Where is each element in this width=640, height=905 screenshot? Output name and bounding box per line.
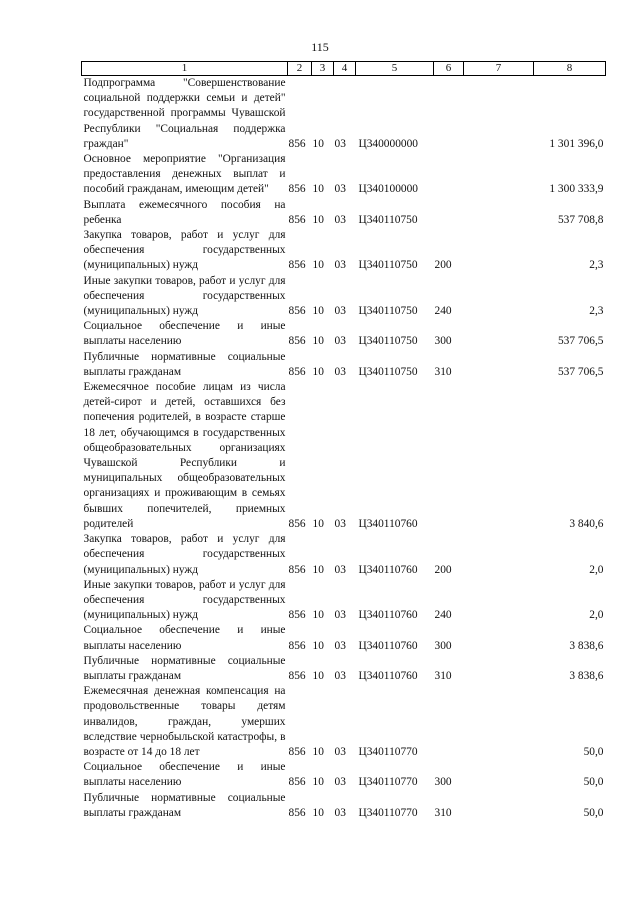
table-row [82, 274, 606, 320]
cell-subsection: 03 [334, 609, 346, 622]
cell-admin-code: 856 [288, 745, 306, 758]
table-header-row [82, 62, 606, 76]
cell-admin-code: 856 [288, 639, 306, 652]
cell-subsection: 03 [334, 776, 346, 789]
cell-amount: 2,3 [589, 259, 604, 272]
cell-target-article: Ц340110750 [358, 335, 418, 348]
budget-table [81, 61, 606, 821]
table-row [82, 152, 606, 198]
cell-section: 10 [312, 563, 324, 576]
cell-admin-code: 856 [288, 776, 306, 789]
cell-admin-code: 856 [288, 563, 306, 576]
cell-section: 10 [312, 517, 324, 530]
row-name: Ежемесячное пособие лицам из числа детей-сирот и детей, оставшихся без попечения родителей, в возрасте старше 18 лет, обучающимся в государственных общеобразовательных организациях Чувашской Республики и муниципальных общеобразовательных организациях и проживающим в семьях бывших попечителей, приемных родителей [83, 381, 286, 530]
cell-section: 10 [312, 745, 324, 758]
cell-expense-type [434, 152, 464, 198]
table-row [82, 578, 606, 624]
cell-subsection: 03 [334, 305, 346, 318]
cell-subsection: 03 [334, 563, 346, 576]
cell-amount: 3 840,6 [569, 517, 604, 530]
cell-subsection: 03 [334, 517, 346, 530]
row-name: Иные закупки товаров, работ и услуг для обеспечения государственных (муниципальных) нужд [83, 578, 286, 622]
cell-col7 [464, 578, 534, 624]
table-row [82, 350, 606, 380]
cell-subsection: 03 [334, 183, 346, 196]
cell-target-article: Ц340110750 [358, 259, 418, 272]
cell-col7 [464, 319, 534, 349]
row-name: Публичные нормативные социальные выплаты гражданам [83, 350, 286, 378]
cell-subsection: 03 [334, 745, 346, 758]
cell-col7 [464, 791, 534, 821]
cell-section: 10 [312, 609, 324, 622]
cell-admin-code: 856 [288, 183, 306, 196]
cell-col7 [464, 228, 534, 274]
column-header: 5 [356, 62, 434, 76]
cell-expense-type: 300 [434, 639, 452, 652]
cell-target-article: Ц340110750 [358, 213, 418, 226]
cell-target-article: Ц340110750 [358, 365, 418, 378]
cell-admin-code: 856 [288, 259, 306, 272]
row-name: Основное мероприятие "Организация предоставления денежных выплат и пособий гражданам, имеющим детей" [83, 153, 286, 196]
cell-subsection: 03 [334, 806, 346, 819]
cell-section: 10 [312, 259, 324, 272]
column-header: 8 [534, 62, 606, 76]
cell-amount: 537 708,8 [557, 213, 604, 226]
cell-expense-type [434, 76, 464, 153]
cell-target-article: Ц340110770 [358, 745, 418, 758]
row-name: Социальное обеспечение и иные выплаты населению [83, 320, 286, 348]
cell-expense-type [434, 684, 464, 760]
cell-expense-type: 310 [434, 669, 452, 682]
cell-target-article: Ц340110760 [358, 639, 418, 652]
column-header: 3 [312, 62, 334, 76]
row-name: Публичные нормативные социальные выплаты гражданам [83, 654, 286, 682]
cell-target-article: Ц340110770 [358, 776, 418, 789]
cell-col7 [464, 76, 534, 153]
cell-col7 [464, 198, 534, 228]
cell-section: 10 [312, 639, 324, 652]
table-row [82, 654, 606, 684]
row-name: Закупка товаров, работ и услуг для обеспечения государственных (муниципальных) нужд [83, 229, 286, 272]
cell-admin-code: 856 [288, 365, 306, 378]
cell-expense-type: 300 [434, 335, 452, 348]
cell-amount: 2,0 [589, 563, 604, 576]
row-name: Публичные нормативные социальные выплаты гражданам [83, 791, 286, 819]
cell-amount: 537 706,5 [557, 365, 604, 378]
cell-col7 [464, 760, 534, 790]
cell-amount: 3 838,6 [569, 669, 604, 682]
cell-col7 [464, 623, 534, 653]
table-body [82, 76, 606, 821]
cell-col7 [464, 274, 534, 320]
table-row [82, 380, 606, 532]
cell-col7 [464, 380, 534, 532]
cell-subsection: 03 [334, 137, 346, 150]
cell-expense-type [434, 380, 464, 532]
cell-section: 10 [312, 776, 324, 789]
cell-admin-code: 856 [288, 305, 306, 318]
cell-expense-type: 240 [434, 305, 452, 318]
cell-section: 10 [312, 183, 324, 196]
cell-target-article: Ц340110760 [358, 563, 418, 576]
cell-col7 [464, 532, 534, 578]
cell-admin-code: 856 [288, 213, 306, 226]
cell-expense-type: 310 [434, 806, 452, 819]
cell-expense-type: 240 [434, 609, 452, 622]
cell-section: 10 [312, 365, 324, 378]
table-row [82, 198, 606, 228]
cell-amount: 2,3 [589, 305, 604, 318]
cell-col7 [464, 152, 534, 198]
cell-amount: 2,0 [589, 609, 604, 622]
cell-subsection: 03 [334, 669, 346, 682]
table-row [82, 791, 606, 821]
cell-admin-code: 856 [288, 806, 306, 819]
cell-amount: 1 301 396,0 [549, 137, 604, 150]
cell-section: 10 [312, 137, 324, 150]
row-name: Иные закупки товаров, работ и услуг для обеспечения государственных (муниципальных) нужд [83, 274, 286, 318]
cell-expense-type: 300 [434, 776, 452, 789]
cell-target-article: Ц340110760 [358, 517, 418, 530]
cell-amount: 50,0 [583, 745, 604, 758]
cell-col7 [464, 654, 534, 684]
cell-subsection: 03 [334, 213, 346, 226]
cell-target-article: Ц340110750 [358, 305, 418, 318]
cell-target-article: Ц340100000 [358, 183, 418, 196]
cell-amount: 537 706,5 [557, 335, 604, 348]
cell-section: 10 [312, 669, 324, 682]
row-name: Ежемесячная денежная компенсация на продовольственные товары детям инвалидов, граждан, умерших вследствие чернобыльской катастрофы, в возрасте от 14 до 18 лет [83, 685, 286, 758]
column-header: 2 [288, 62, 312, 76]
cell-amount: 3 838,6 [569, 639, 604, 652]
table-row [82, 76, 606, 153]
page-number: 115 [311, 40, 329, 54]
cell-amount: 50,0 [583, 806, 604, 819]
row-name: Закупка товаров, работ и услуг для обеспечения государственных (муниципальных) нужд [83, 533, 286, 576]
table-row [82, 684, 606, 760]
table-row [82, 228, 606, 274]
cell-col7 [464, 350, 534, 380]
cell-section: 10 [312, 335, 324, 348]
cell-expense-type [434, 198, 464, 228]
cell-subsection: 03 [334, 259, 346, 272]
cell-subsection: 03 [334, 365, 346, 378]
cell-subsection: 03 [334, 639, 346, 652]
cell-expense-type: 310 [434, 365, 452, 378]
column-header: 7 [464, 62, 534, 76]
cell-target-article: Ц340110770 [358, 806, 418, 819]
table-row [82, 319, 606, 349]
cell-target-article: Ц340110760 [358, 609, 418, 622]
table-row [82, 760, 606, 790]
row-name: Выплата ежемесячного пособия на ребенка [83, 198, 286, 226]
column-header: 6 [434, 62, 464, 76]
cell-col7 [464, 684, 534, 760]
cell-admin-code: 856 [288, 609, 306, 622]
cell-amount: 50,0 [583, 776, 604, 789]
row-name: Социальное обеспечение и иные выплаты населению [83, 761, 286, 789]
cell-expense-type: 200 [434, 563, 452, 576]
column-header: 1 [82, 62, 288, 76]
cell-admin-code: 856 [288, 517, 306, 530]
column-header: 4 [334, 62, 356, 76]
cell-section: 10 [312, 806, 324, 819]
table-row [82, 623, 606, 653]
cell-target-article: Ц340110760 [358, 669, 418, 682]
cell-section: 10 [312, 213, 324, 226]
cell-section: 10 [312, 305, 324, 318]
cell-admin-code: 856 [288, 137, 306, 150]
cell-admin-code: 856 [288, 669, 306, 682]
cell-target-article: Ц340000000 [358, 137, 418, 150]
row-name: Подпрограмма "Совершенствование социальной поддержки семьи и детей" государственной программы Чувашской Республики "Социальная поддержка граждан" [83, 77, 286, 150]
table-row [82, 532, 606, 578]
cell-subsection: 03 [334, 335, 346, 348]
cell-expense-type: 200 [434, 259, 452, 272]
row-name: Социальное обеспечение и иные выплаты населению [83, 624, 286, 652]
cell-admin-code: 856 [288, 335, 306, 348]
cell-amount: 1 300 333,9 [549, 183, 604, 196]
